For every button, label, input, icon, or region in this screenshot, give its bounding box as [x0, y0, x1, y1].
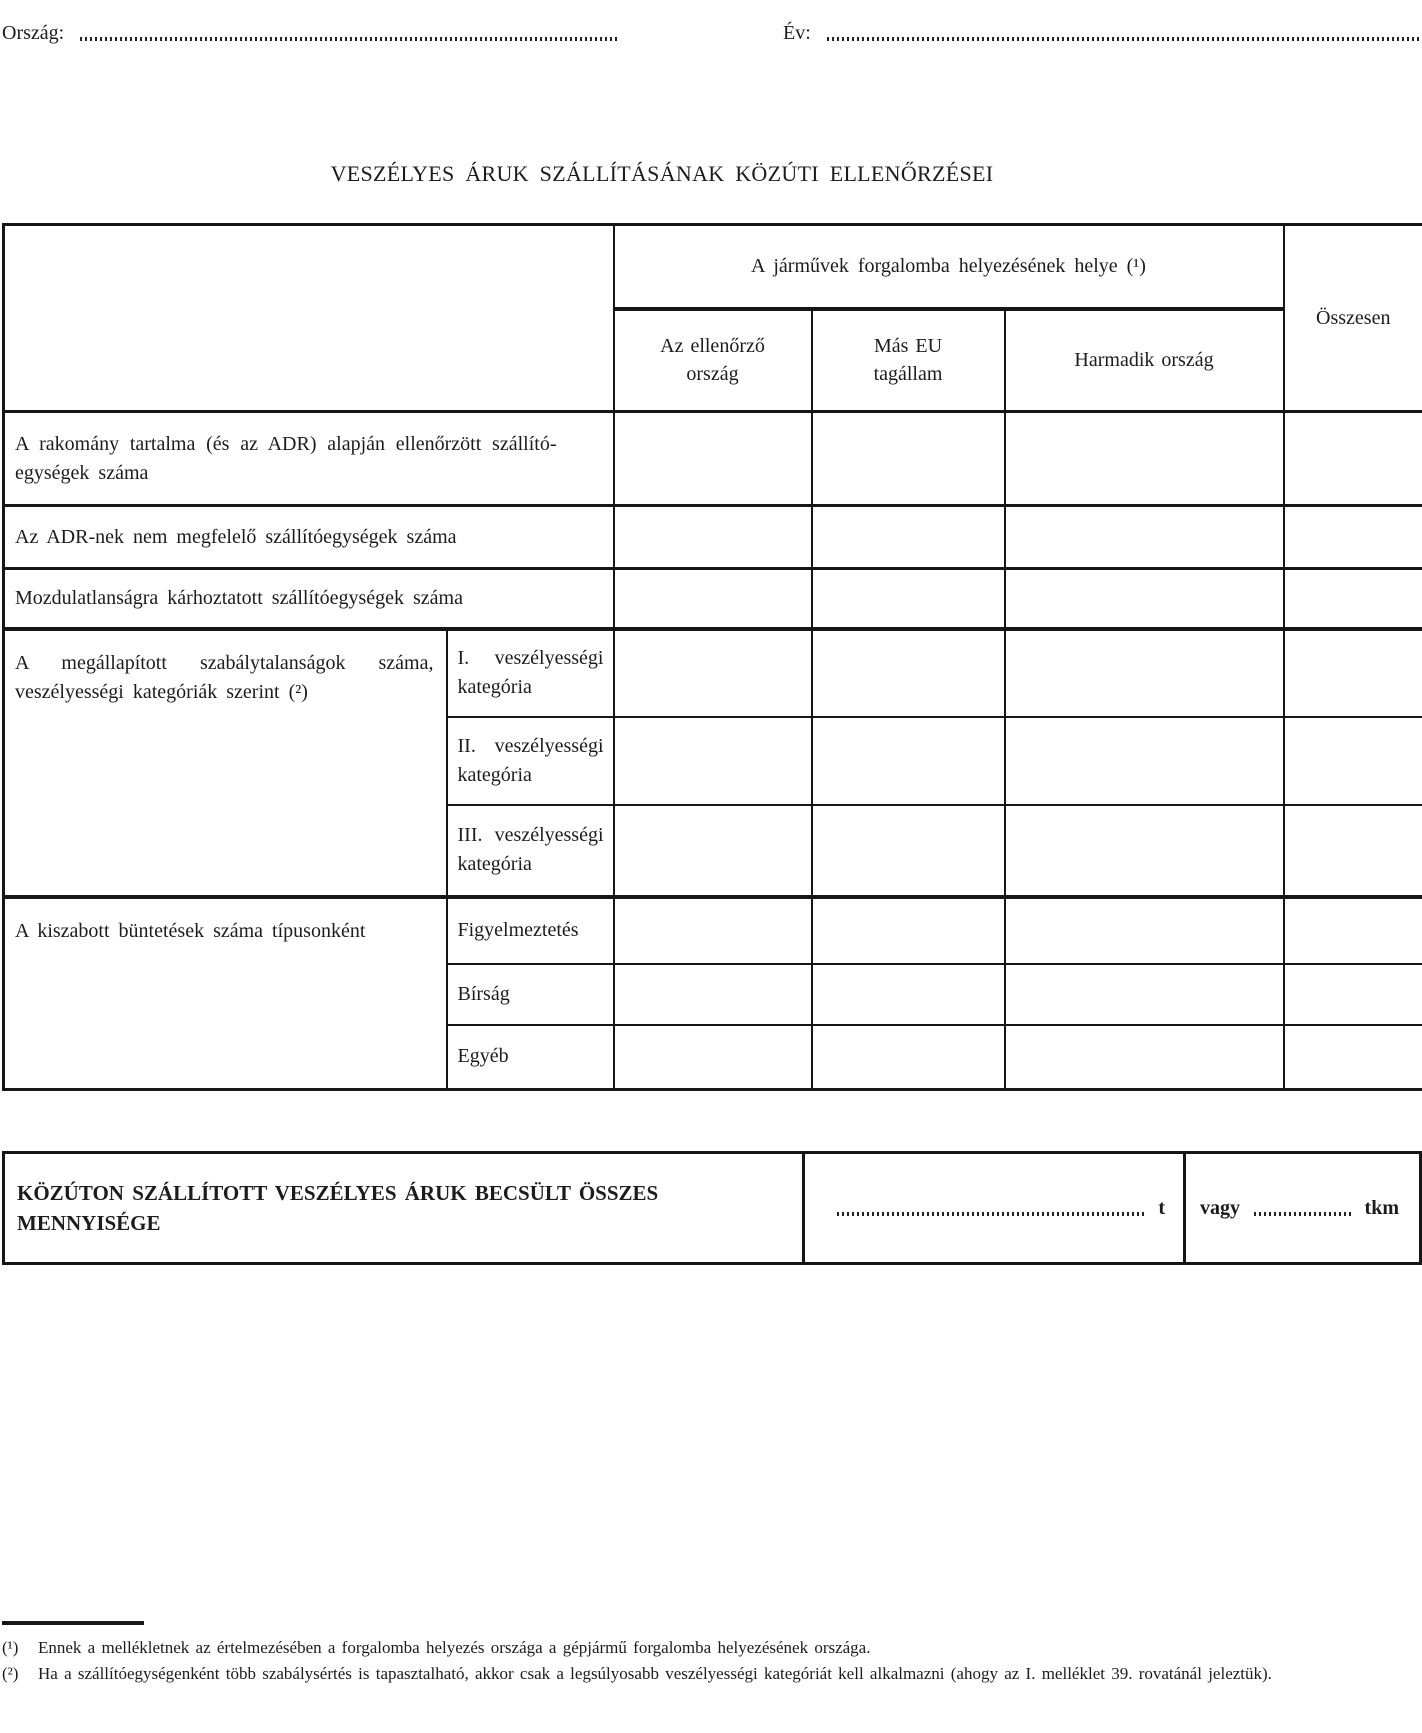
data-cell [1284, 717, 1422, 805]
data-cell [812, 964, 1005, 1025]
data-cell [812, 717, 1005, 805]
table-row [4, 629, 1422, 717]
data-cell [614, 506, 812, 569]
year-field [783, 22, 1422, 45]
data-cell [812, 412, 1005, 506]
data-cell [614, 805, 812, 897]
column-header-third-country: Harmadik ország [1005, 309, 1284, 412]
summary-label: KÖZÚTON SZÁLLÍTOTT VESZÉLYES ÁRUK BECSÜLT ÖSSZES MENNYISÉGE [5, 1154, 805, 1262]
data-cell [1284, 569, 1422, 629]
table-row [4, 569, 1422, 629]
data-cell [812, 1025, 1005, 1090]
subrow-label-risk-category-3: III. veszélyességi kategória [447, 805, 614, 897]
data-cell [1284, 964, 1422, 1025]
subrow-label-risk-category-2: II. veszélyességi kategória [447, 717, 614, 805]
year-fill-line [827, 37, 1422, 41]
table-row [4, 506, 1422, 569]
footnote-2-text: Ha a szállítóegységenként több szabálysértés is tapasztalható, akkor csak a legsúlyosabb veszélyességi kategóriát kell alkalmazni (ahogy az I. melléklet 39. rovatánál jeleztük). [38, 1664, 1272, 1683]
footnote-separator-rule [2, 1621, 144, 1625]
data-cell [614, 412, 812, 506]
footnotes [2, 1635, 1422, 1687]
table-row [4, 412, 1422, 506]
place-of-registration-header: A járművek forgalomba helyezésének helye (¹) [614, 225, 1284, 309]
data-cell [1005, 629, 1284, 717]
data-cell [614, 717, 812, 805]
data-cell [1284, 805, 1422, 897]
data-cell [812, 506, 1005, 569]
data-cell [614, 569, 812, 629]
data-cell [812, 569, 1005, 629]
data-cell [1005, 897, 1284, 964]
data-cell [1005, 569, 1284, 629]
data-cell [614, 897, 812, 964]
subrow-label-other: Egyéb [447, 1025, 614, 1090]
column-header-other-eu-member-state: Más EU tagállam [812, 309, 1005, 412]
footnote-1-marker: (¹) [2, 1638, 19, 1657]
data-cell [1284, 506, 1422, 569]
subrow-label-warning: Figyelmeztetés [447, 897, 614, 964]
header-fields [2, 22, 1422, 45]
data-cell [1005, 412, 1284, 506]
data-cell [1005, 805, 1284, 897]
data-cell [1284, 1025, 1422, 1090]
tkm-fill-line [1254, 1212, 1351, 1216]
data-cell [614, 964, 812, 1025]
footnote-1-text: Ennek a mellékletnek az értelmezésében a forgalomba helyezés országa a gépjármű forgalomba helyezésének országa. [38, 1638, 871, 1657]
subrow-label-fine: Bírság [447, 964, 614, 1025]
footnote-2-marker: (²) [2, 1664, 19, 1683]
footnote-1 [2, 1635, 1422, 1661]
data-cell [1284, 897, 1422, 964]
year-label: Év: [783, 22, 811, 44]
summary-tonnes-cell [805, 1154, 1186, 1262]
data-cell [812, 629, 1005, 717]
corner-cell [4, 225, 614, 412]
summary-box [2, 1151, 1422, 1265]
data-cell [1284, 629, 1422, 717]
row-label-units-checked: A rakomány tartalma (és az ADR) alapján ellenőrzött szállítóegységek száma [4, 412, 614, 506]
subrow-label-risk-category-1: I. veszélyességi kategória [447, 629, 614, 717]
summary-tkm-cell [1186, 1154, 1419, 1262]
inspections-table [2, 223, 1422, 1091]
row-label-not-adr-compliant: Az ADR-nek nem megfelelő szállítóegységek száma [4, 506, 614, 569]
data-cell [614, 1025, 812, 1090]
tonnes-fill-line [837, 1212, 1144, 1216]
country-fill-line [80, 37, 620, 41]
group-label-penalties-by-type: A kiszabott büntetések száma típusonként [4, 897, 447, 1090]
page-title: VESZÉLYES ÁRUK SZÁLLÍTÁSÁNAK KÖZÚTI ELLENŐRZÉSEI [330, 161, 994, 186]
country-label: Ország: [2, 22, 65, 44]
data-cell [1284, 412, 1422, 506]
data-cell [614, 629, 812, 717]
footnote-2 [2, 1661, 1422, 1687]
group-label-infringements-by-risk-category: A megállapított szabálytalanságok száma, veszélyességi kategóriák szerint (²) [4, 629, 447, 897]
data-cell [1005, 506, 1284, 569]
data-cell [812, 805, 1005, 897]
row-label-immobilised-units: Mozdulatlanságra kárhoztatott szállítóegységek száma [4, 569, 614, 629]
tkm-unit-label: tkm [1364, 1196, 1399, 1219]
total-column-header: Összesen [1284, 225, 1422, 412]
or-label: vagy [1200, 1196, 1240, 1219]
data-cell [1005, 717, 1284, 805]
data-cell [1005, 964, 1284, 1025]
column-header-inspecting-country: Az ellenőrző ország [614, 309, 812, 412]
data-cell [812, 897, 1005, 964]
tonnes-unit-label: t [1158, 1196, 1165, 1219]
data-cell [1005, 1025, 1284, 1090]
country-field [2, 22, 620, 45]
table-row [4, 897, 1422, 964]
